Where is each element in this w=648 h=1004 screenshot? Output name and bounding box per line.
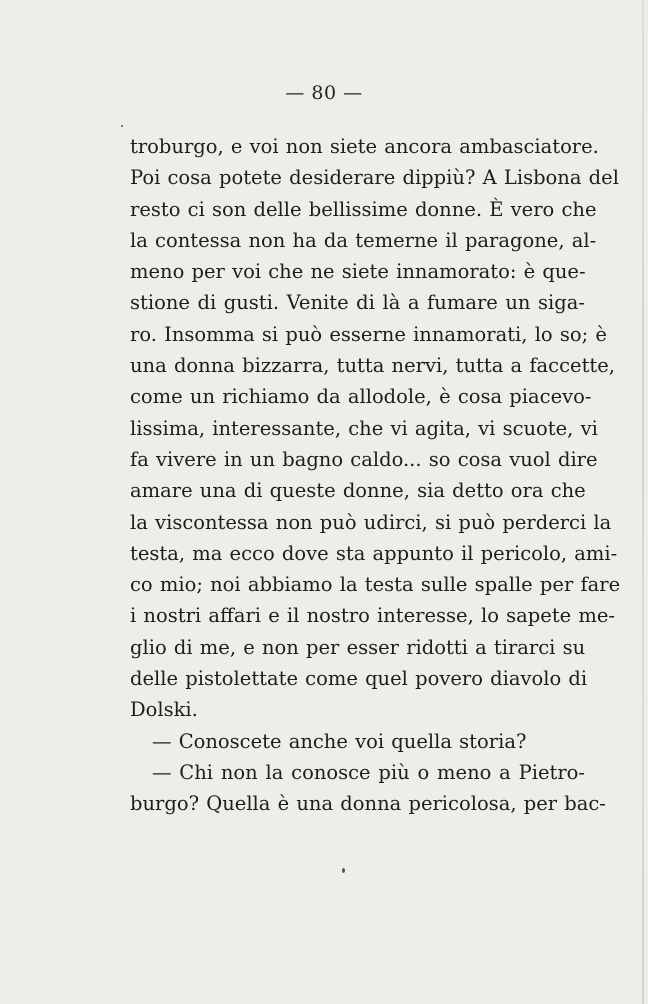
text-line: fa vivere in un bagno caldo... so cosa vuol dire — [130, 447, 598, 471]
text-line: amare una di queste donne, sia detto ora che — [130, 479, 586, 503]
text-line: i nostri affari e il nostro interesse, lo sapete me- — [130, 604, 616, 628]
text-line: burgo? Quella è una donna pericolosa, per bac- — [130, 792, 606, 816]
page-edge-shadow — [642, 0, 644, 1004]
text-line: resto ci son delle bellissime donne. È vero che — [130, 197, 597, 221]
text-line: troburgo, e voi non siete ancora ambasciatore. — [130, 135, 599, 158]
text-line: ro. Insomma si può esserne innamorati, lo so; è — [130, 322, 607, 346]
ink-speck — [342, 868, 345, 873]
text-line: come un richiamo da allodole, è cosa piacevo- — [130, 385, 592, 409]
text-line: Dolski. — [130, 698, 198, 722]
text-line: la viscontessa non può udirci, si può perderci la — [130, 510, 612, 534]
text-line: co mio; noi abbiamo la testa sulle spalle per fare — [130, 573, 621, 597]
text-line: Poi cosa potete desiderare dippiù? A Lisbona del — [130, 166, 619, 190]
dialogue-line: — Conoscete anche voi quella storia? — [152, 729, 527, 753]
text-line: stione di gusti. Venite di là a fumare un siga- — [130, 291, 585, 315]
text-line: delle pistolettate come quel povero diavolo di — [130, 667, 588, 691]
text-line: una donna bizzarra, tutta nervi, tutta a faccette, — [130, 354, 615, 378]
dialogue-line: — Chi non la conosce più o meno a Pietro- — [152, 760, 585, 784]
text-line: la contessa non ha da temerne il paragone, al- — [130, 228, 597, 252]
text-line: testa, ma ecco dove sta appunto il pericolo, ami- — [130, 541, 618, 565]
text-line: lissima, interessante, che vi agita, vi scuote, vi — [130, 416, 598, 440]
body-text — [130, 131, 621, 820]
text-line: glio di me, e non per esser ridotti a tirarci su — [130, 635, 586, 659]
ink-speck — [121, 125, 123, 127]
text-line: meno per voi che ne siete innamorato: è que- — [130, 260, 586, 284]
page-number-header: — 80 — — [285, 82, 363, 104]
